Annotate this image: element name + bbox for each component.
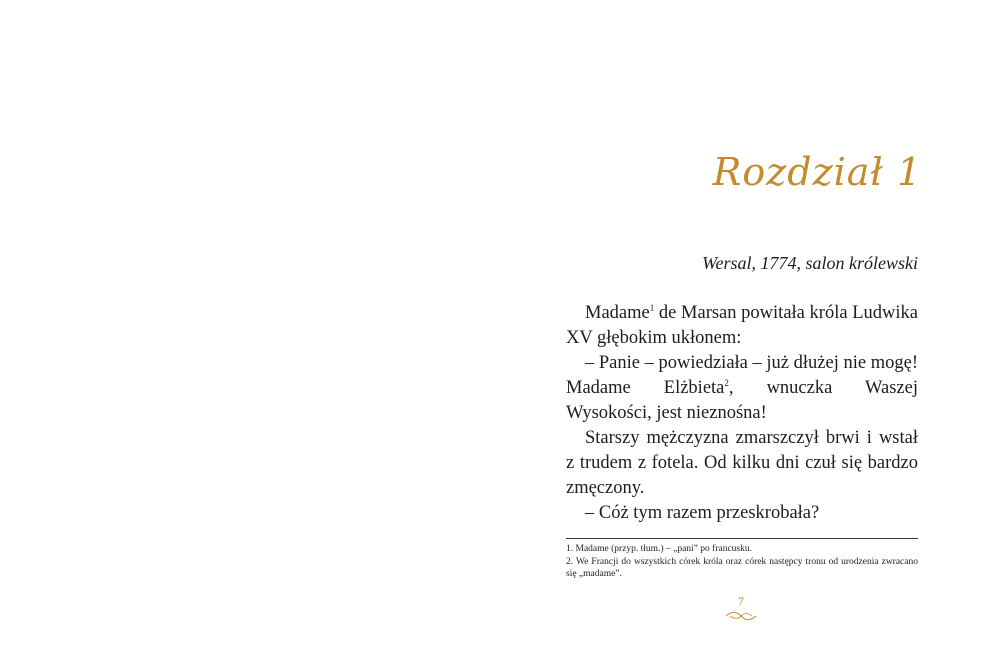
paragraph-2-start: – Panie – powiedziała – już dłużej nie mogę! Madame Elżbieta	[566, 353, 918, 398]
footnote-ref-1: 1	[649, 302, 655, 313]
paragraph-1	[566, 301, 918, 351]
footnotes	[566, 543, 918, 581]
paragraph-3: Starszy mężczyzna zmarszczył brwi i wstał z trudem z fotela. Od kilku dni czuł się bardzo zmęczony.	[566, 428, 918, 498]
chapter-title: Rozdział 1	[712, 150, 922, 194]
paragraph-1-start: Madame	[585, 303, 650, 323]
paragraph-1-end: de Marsan powitała króla Ludwika XV głębokim ukłonem:	[566, 303, 918, 348]
footnote-1: 1. Madame (przyp. tłum.) – „pani” po francusku.	[566, 544, 752, 554]
page-number: 7	[738, 594, 744, 608]
paragraph-2	[566, 351, 918, 426]
flourish-ornament-icon	[724, 610, 758, 622]
paragraph-4: – Cóż tym razem przeskrobała?	[585, 503, 820, 523]
scene-subtitle: Wersal, 1774, salon królewski	[702, 253, 918, 273]
footnote-divider	[566, 538, 918, 539]
footnote-2: 2. We Francji do wszystkich córek króla oraz córek następcy tronu od urodzenia zwracano się „madame”.	[566, 556, 918, 579]
body-text	[566, 301, 918, 526]
paragraph-2-end: , wnuczka Waszej Wysokości, jest nieznośna!	[566, 378, 918, 423]
footnote-ref-2: 2	[724, 377, 729, 388]
right-page	[496, 0, 992, 658]
